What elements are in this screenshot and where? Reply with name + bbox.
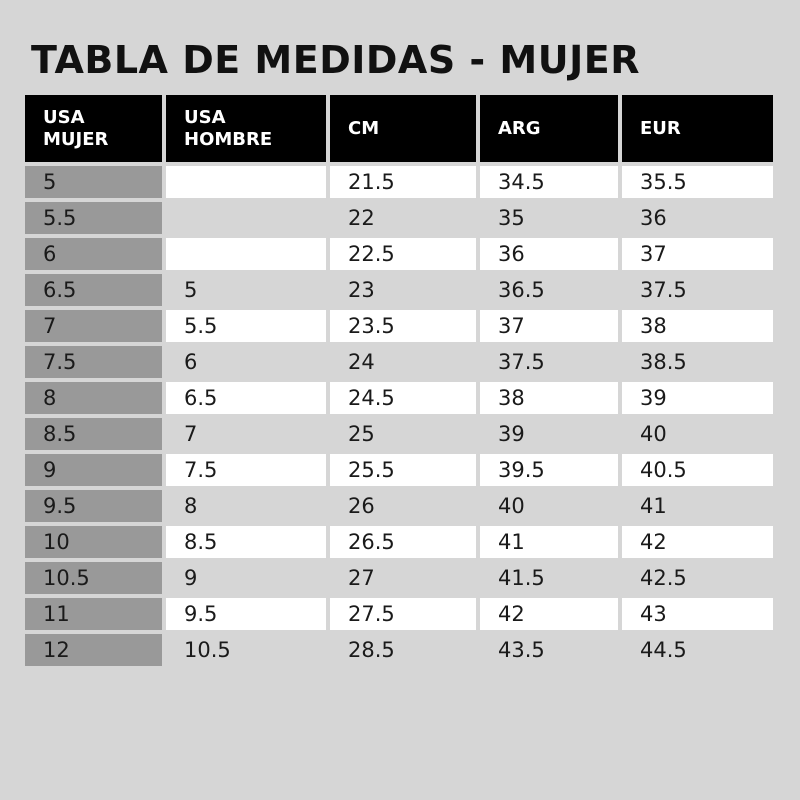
cell-usa-mujer: 10 <box>25 526 162 558</box>
table-row <box>25 238 773 270</box>
cell-usa-hombre: 8 <box>166 490 326 522</box>
cell-usa-hombre <box>166 238 326 270</box>
cell-cm: 24 <box>330 346 476 378</box>
cell-usa-mujer: 9 <box>25 454 162 486</box>
table-row <box>25 310 773 342</box>
cell-usa-mujer: 7 <box>25 310 162 342</box>
cell-eur: 38.5 <box>622 346 773 378</box>
cell-usa-hombre: 9.5 <box>166 598 326 630</box>
header-eur: EUR <box>622 95 773 162</box>
cell-usa-hombre: 5 <box>166 274 326 306</box>
cell-usa-hombre: 6.5 <box>166 382 326 414</box>
table-row <box>25 634 773 666</box>
cell-eur: 38 <box>622 310 773 342</box>
cell-usa-hombre <box>166 166 326 198</box>
table-row <box>25 346 773 378</box>
cell-cm: 23.5 <box>330 310 476 342</box>
cell-eur: 39 <box>622 382 773 414</box>
cell-usa-mujer: 8.5 <box>25 418 162 450</box>
cell-usa-hombre: 10.5 <box>166 634 326 666</box>
table-row <box>25 166 773 198</box>
cell-arg: 37.5 <box>480 346 618 378</box>
header-row <box>25 95 773 162</box>
cell-arg: 34.5 <box>480 166 618 198</box>
cell-cm: 25.5 <box>330 454 476 486</box>
cell-usa-mujer: 5.5 <box>25 202 162 234</box>
cell-cm: 27.5 <box>330 598 476 630</box>
cell-usa-mujer: 9.5 <box>25 490 162 522</box>
cell-usa-mujer: 8 <box>25 382 162 414</box>
cell-usa-hombre: 7.5 <box>166 454 326 486</box>
cell-usa-hombre: 8.5 <box>166 526 326 558</box>
table-row <box>25 526 773 558</box>
cell-usa-mujer: 11 <box>25 598 162 630</box>
cell-usa-hombre <box>166 202 326 234</box>
cell-cm: 26 <box>330 490 476 522</box>
cell-arg: 36 <box>480 238 618 270</box>
cell-usa-mujer: 5 <box>25 166 162 198</box>
cell-arg: 42 <box>480 598 618 630</box>
cell-arg: 41.5 <box>480 562 618 594</box>
cell-arg: 38 <box>480 382 618 414</box>
table-row <box>25 202 773 234</box>
cell-usa-mujer: 12 <box>25 634 162 666</box>
table-row <box>25 490 773 522</box>
cell-arg: 37 <box>480 310 618 342</box>
table-row <box>25 382 773 414</box>
size-chart-table <box>21 91 777 670</box>
header-usa-mujer: USA MUJER <box>25 95 162 162</box>
header-arg: ARG <box>480 95 618 162</box>
cell-usa-mujer: 10.5 <box>25 562 162 594</box>
cell-usa-hombre: 9 <box>166 562 326 594</box>
page-title: TABLA DE MEDIDAS - MUJER <box>31 38 640 82</box>
table-row <box>25 598 773 630</box>
cell-cm: 27 <box>330 562 476 594</box>
cell-cm: 21.5 <box>330 166 476 198</box>
cell-eur: 36 <box>622 202 773 234</box>
cell-cm: 23 <box>330 274 476 306</box>
cell-cm: 24.5 <box>330 382 476 414</box>
cell-usa-hombre: 7 <box>166 418 326 450</box>
table-row <box>25 274 773 306</box>
cell-arg: 39.5 <box>480 454 618 486</box>
cell-cm: 22 <box>330 202 476 234</box>
table-body <box>25 166 773 666</box>
cell-cm: 28.5 <box>330 634 476 666</box>
cell-usa-mujer: 6.5 <box>25 274 162 306</box>
cell-arg: 35 <box>480 202 618 234</box>
cell-arg: 40 <box>480 490 618 522</box>
cell-arg: 41 <box>480 526 618 558</box>
cell-eur: 37 <box>622 238 773 270</box>
cell-cm: 25 <box>330 418 476 450</box>
cell-eur: 35.5 <box>622 166 773 198</box>
header-usa-hombre: USA HOMBRE <box>166 95 326 162</box>
cell-eur: 43 <box>622 598 773 630</box>
table-row <box>25 454 773 486</box>
cell-arg: 43.5 <box>480 634 618 666</box>
cell-arg: 39 <box>480 418 618 450</box>
cell-eur: 44.5 <box>622 634 773 666</box>
cell-eur: 40.5 <box>622 454 773 486</box>
cell-eur: 37.5 <box>622 274 773 306</box>
table-row <box>25 418 773 450</box>
cell-usa-hombre: 6 <box>166 346 326 378</box>
cell-usa-hombre: 5.5 <box>166 310 326 342</box>
cell-usa-mujer: 6 <box>25 238 162 270</box>
table-row <box>25 562 773 594</box>
cell-arg: 36.5 <box>480 274 618 306</box>
cell-cm: 22.5 <box>330 238 476 270</box>
cell-cm: 26.5 <box>330 526 476 558</box>
cell-usa-mujer: 7.5 <box>25 346 162 378</box>
cell-eur: 42.5 <box>622 562 773 594</box>
cell-eur: 40 <box>622 418 773 450</box>
header-cm: CM <box>330 95 476 162</box>
cell-eur: 41 <box>622 490 773 522</box>
cell-eur: 42 <box>622 526 773 558</box>
